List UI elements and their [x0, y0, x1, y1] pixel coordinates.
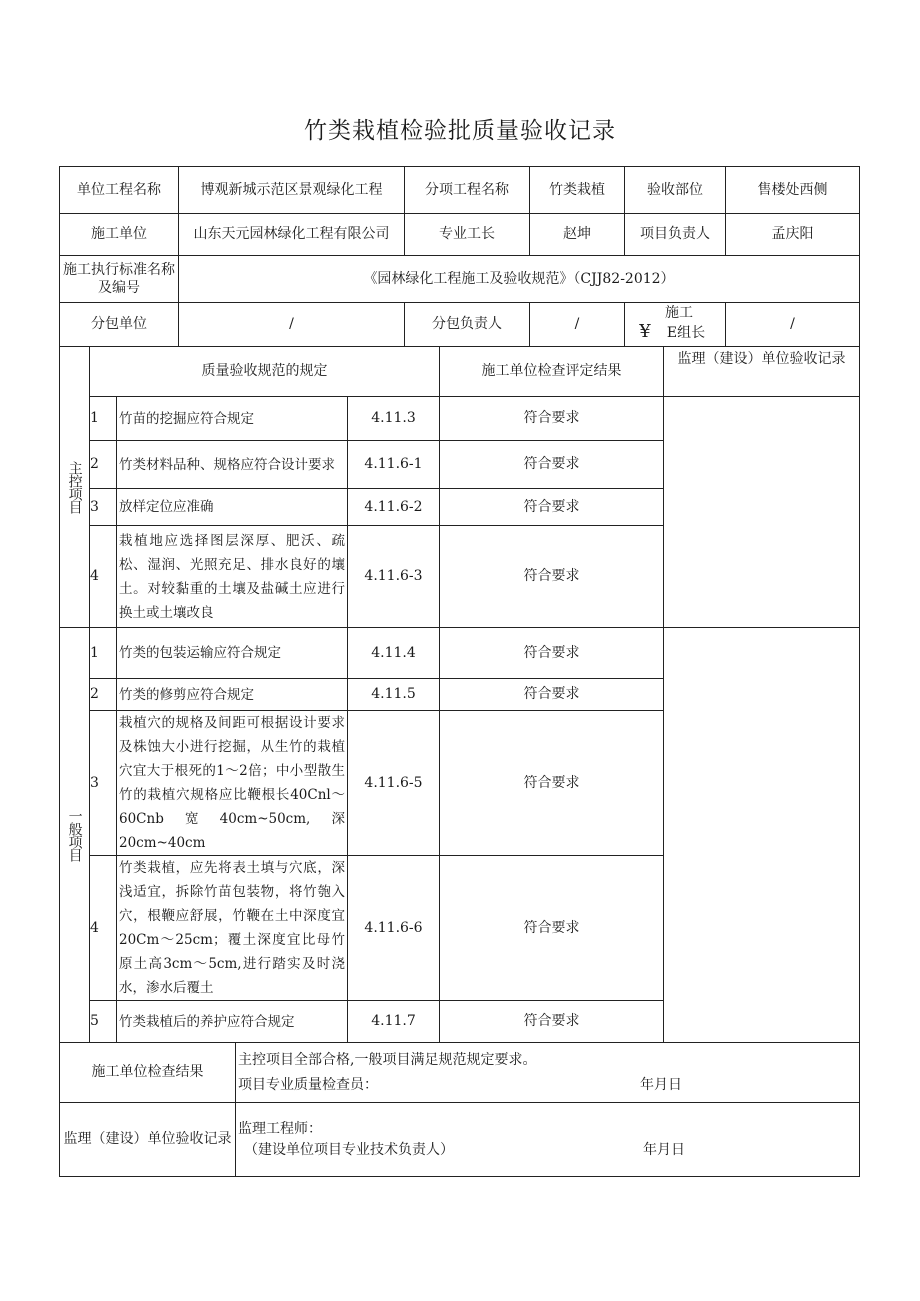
item-number: 3 [90, 498, 99, 515]
supervisor-label: 监理（建设）单位验收记录 [63, 1131, 232, 1148]
item-clause: 4.11.6-1 [364, 456, 423, 473]
item-result: 符合要求 [523, 410, 580, 427]
supervisor-column-header: 监理（建设）单位验收记录 [677, 350, 846, 367]
page-title: 竹类栽植检验批质量验收记录 [304, 118, 616, 144]
item-clause: 4.11.7 [371, 1013, 416, 1030]
item-result: 符合要求 [523, 1013, 580, 1030]
subcontractor-label: 分包单位 [91, 316, 147, 333]
team-leader-label-1: 施工 [665, 304, 693, 321]
item-clause: 4.11.6-3 [364, 568, 423, 585]
spec-column-header: 质量验收规范的规定 [201, 363, 328, 380]
item-clause: 4.11.3 [371, 410, 416, 427]
item-result: 符合要求 [523, 644, 580, 661]
item-result: 符合要求 [523, 919, 580, 936]
item-number: 3 [90, 774, 99, 791]
standard-value: 《园林绿化工程施工及验收规范》（CJJ82-2012） [363, 270, 675, 287]
supervisor-line1: 监理工程师： [238, 1121, 322, 1137]
item-clause: 4.11.6-6 [364, 919, 423, 936]
item-number: 2 [90, 456, 99, 473]
general-label: 一般项目 [66, 809, 83, 861]
item-result: 符合要求 [523, 456, 580, 473]
supervisor-line2: （建设单位项目专业技术负责人） [244, 1142, 454, 1158]
contractor-check-date: 年月日 [640, 1077, 682, 1093]
team-leader-value: / [790, 316, 795, 333]
item-text: 竹类的修剪应符合规定 [119, 686, 254, 703]
sub-leader-value: / [574, 316, 580, 333]
item-text: 放样定位应准确 [119, 499, 214, 515]
contractor-check-label: 施工单位检查结果 [91, 1064, 204, 1081]
sub-leader-label: 分包负责人 [432, 316, 502, 333]
item-text: 竹类的包装运输应符合规定 [119, 645, 281, 661]
unit-project-value: 博观新城示范区景观绿化工程 [200, 181, 383, 198]
item-number: 1 [90, 644, 99, 661]
item-text: 竹类栽植后的养护应符合规定 [119, 1013, 295, 1030]
main-control-label: 主控项目 [66, 461, 83, 513]
item-number: 4 [90, 568, 99, 585]
item-text: 竹苗的挖掘应符合规定 [119, 410, 254, 427]
project-leader-label: 项目负责人 [640, 226, 710, 243]
acceptance-part-value: 售楼处西侧 [757, 181, 828, 198]
result-column-header: 施工单位检查评定结果 [481, 363, 622, 380]
supervisor-date: 年月日 [643, 1142, 685, 1158]
subcontractor-value: / [289, 316, 294, 333]
contractor-value: 山东天元园林绿化工程有限公司 [193, 226, 390, 243]
item-clause: 4.11.6-5 [364, 774, 423, 791]
sub-project-value: 竹类栽植 [549, 181, 605, 198]
item-text: 竹类栽植，应先将表土填与穴底，深浅适宜，拆除竹苗包装物，将竹匏入穴，根鞭应舒展，竹鞭在土中深度宜20Cm～25cm；覆土深度宜比母竹原土高3cm～5cm,进行踏实及时浇水，渗水后覆土 [119, 860, 345, 996]
item-result: 符合要求 [523, 498, 580, 515]
contractor-check-line2: 项目专业质量检查员： [238, 1077, 378, 1093]
item-text: 竹类材料品种、规格应符合设计要求 [119, 456, 335, 473]
item-text: 栽植穴的规格及间距可根据设计要求及株蚀大小进行挖掘，从生竹的栽植穴宜大于根死的1～2倍；中小型散生竹的栽植穴规格应比鞭根长40Cnl～60Cnb宽40cm~50cm,深20cm~40cm [119, 715, 345, 851]
item-number: 4 [90, 919, 99, 936]
team-leader-label-2: E组长 [666, 324, 706, 341]
item-number: 1 [90, 410, 99, 427]
project-leader-value: 孟庆阳 [771, 226, 814, 243]
acceptance-part-label: 验收部位 [647, 181, 703, 198]
team-leader-mark: ¥ [639, 321, 651, 343]
item-result: 符合要求 [523, 568, 580, 585]
item-result: 符合要求 [523, 774, 580, 791]
contractor-label: 施工单位 [91, 226, 147, 243]
sub-project-label: 分项工程名称 [425, 181, 509, 198]
item-number: 2 [90, 686, 99, 703]
item-result: 符合要求 [523, 686, 580, 703]
item-number: 5 [90, 1013, 99, 1030]
foreman-value: 赵坤 [563, 226, 591, 243]
item-clause: 4.11.6-2 [364, 498, 423, 515]
standard-label: 施工执行标准名称及编号 [63, 261, 175, 296]
unit-project-label: 单位工程名称 [77, 181, 161, 198]
item-text: 栽植地应选择图层深厚、肥沃、疏松、湿润、光照充足、排水良好的壤土。对较黏重的土壤及盐碱土应进行换土或土壤改良 [119, 532, 345, 621]
contractor-check-line1: 主控项目全部合格,一般项目满足规范规定要求。 [238, 1052, 537, 1068]
foreman-label: 专业工长 [439, 226, 495, 243]
item-clause: 4.11.5 [371, 686, 416, 703]
item-clause: 4.11.4 [371, 644, 416, 661]
